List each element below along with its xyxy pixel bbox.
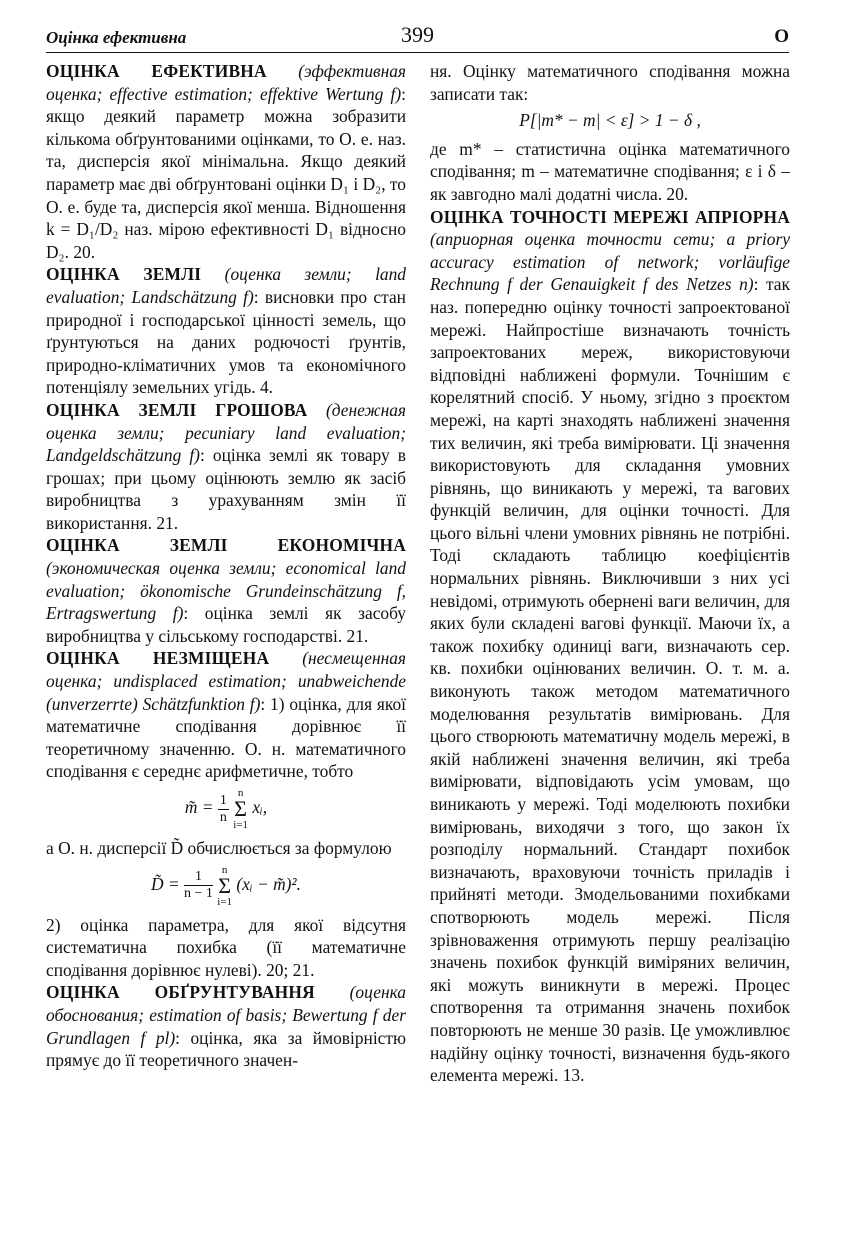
formula-mean	[46, 787, 406, 831]
entry-translations: (несмещенная оценка; undisplaced estimation; unabweichende (unverzerrte) Schätzfunktion f)	[46, 648, 406, 714]
entry-term: ОЦІНКА ЗЕМЛІ	[46, 264, 202, 285]
entry-body-continued: а О. н. дисперсії D̃ обчислюється за формулою	[46, 838, 392, 858]
formula-lhs: m̃ =	[184, 797, 214, 817]
sum-upper-limit: n	[221, 863, 228, 876]
entry-body: : оцінка, яка за ймовірністю прямує до її теоретичного значен-	[46, 1027, 406, 1071]
page-number: 399	[401, 22, 434, 47]
sum-sign	[217, 864, 232, 908]
formula-rhs: xᵢ,	[252, 797, 268, 817]
entry-unbiased-estimate	[46, 647, 406, 783]
entry-body: : оцінка землі як товару в грошах; при цьому оцінюють землю як засіб виробництва з урахуванням змін її використання. 21.	[46, 445, 407, 533]
formula-fraction	[218, 793, 229, 826]
formula-variance	[46, 864, 406, 908]
entry-body: : 1) оцінка, для якої математичне сподівання дорівнює її теоретичному значенню. О. н. математичного сподівання є середнє арифметичне, тобто	[46, 693, 406, 782]
right-column	[430, 60, 790, 1087]
formula-rhs: (xᵢ − m̃)².	[236, 873, 301, 894]
entry-translations: (оценка обоснования; estimation of basis; Bewertung f der Grundlagen f pl)	[46, 982, 406, 1048]
entry-term: ОЦІНКА ЗЕМЛІ ЕКОНОМІЧНА	[46, 535, 406, 556]
entry-a-priori-network-accuracy	[430, 206, 790, 1087]
entry-effective-estimate	[46, 60, 406, 263]
fraction-denominator: n − 1	[184, 886, 213, 902]
entry-translations: (априорная оценка точности сети; a priory accuracy estimation of network; vorläufige Rechnung f der Genauigkeit f des Netzes n)	[430, 229, 790, 295]
formula-probability: P[|m* − m| < ε] > 1 − δ ,	[519, 110, 701, 131]
entry-body: : так наз. попередню оцінку точності запроектованої мережі. Найпростіше визначають точність запроектованих мереж, використовуючи відповідні наближені формули. Точнішим є корелятний спосіб. У ньому, згідно з проєктом мережі, на карті знаходять наближені значення тих величин, які треба вимірювати. Ці значення використовують для складання умовних рівнянь, що виникають у мережі, та вагових функцій величин, для оцінки точності. Для цього вільні члени умовних рівнянь не потрібні. Тоді складають таблицю коефіцієнтів нормальних рівнянь. Виключивши з них усі невідомі, отримують обернені ваги величин, для яких були складені вагові функції. Маючи їх, а також похибку одиниці ваги, визначають сер. кв. похибки оцінюваних величин. О. т. м. а. виконують також методом математичного моделювання результатів вимірювань. Для цього створюють математичну модель мережі, в якій наближені значення величин, які треба вимірювати, відповідають усім умовам, що виникають у мережі. Тоді моделюють похибки вимірювань, виходячи з того, що закон їх розподілу нормальний. Стандарт похибок визначають, враховуючи точність приладів і прийняті методи. Змодельованими похибками спотворюють модель мережі. Після зрівноваження отримують першу реалізацію значень похибок функцій виміряних величин, які можуть виникнути в мережі. Процес спотворення та отримання значень похибок повторюють не менше 30 разів. Це уможливлює надійну оцінку точності, визначення будь-якого елемента мережі. 13.	[430, 274, 790, 1086]
fraction-numerator: 1	[184, 869, 213, 886]
page-header	[46, 22, 789, 52]
sigma-icon: Σ	[234, 796, 247, 821]
section-letter: О	[774, 26, 789, 47]
entry-body: : якщо деякий параметр можна зобразити кількома обґрунтованими оцінками, то О. е. наз. та, дисперсія якої мінімальна. Якщо деякий параметр має дві обґрунтовані оцінки D₁ і D₂, то О. е. буде та, дисперсія якої менша. Відношення k = D₁/D₂ наз. мірою ефективності D₁ відносно D₂. 20.	[46, 83, 406, 262]
formula-fraction	[184, 869, 213, 902]
entry-body: : оцінка землі як засобу виробництва у сільському господарстві. 21.	[46, 603, 406, 646]
entry-body-continued: 2) оцінка параметра, для якої відсутня систематична похибка (її математичне сподівання дорівнює нулеві). 20; 21.	[46, 914, 406, 980]
entry-term: ОЦІНКА ЗЕМЛІ ГРОШОВА	[46, 399, 308, 420]
running-title: Оцінка ефективна	[46, 28, 187, 47]
header-rule	[46, 52, 789, 53]
fraction-numerator: 1	[219, 792, 227, 808]
sum-upper-limit: n	[237, 787, 244, 799]
entry-land-monetary	[46, 399, 406, 535]
entry-land-economic	[46, 534, 406, 647]
sum-sign	[233, 787, 248, 831]
entry-justification-estimate	[46, 981, 406, 1071]
entry-translations: (экономическая оценка земли; economical land evaluation; ökonomische Grundeinschätzung f, Ertragswertung f)	[46, 558, 406, 624]
fraction-denominator: n	[219, 809, 227, 825]
sum-lower-limit: i=1	[233, 819, 248, 831]
entry-body-continued: де m* – статистична оцінка математичного сподівання; m – математичне сподівання; ε і δ – як завгодно малі додатні числа. 20.	[430, 138, 790, 204]
entry-body: : висновки про стан природної і господарської цінності земель, що ґрунтуються на даних родючості ґрунтів, природно-кліматичних умов та економічного потенціялу земельних угідь. 4.	[46, 286, 406, 398]
sigma-icon: Σ	[218, 872, 232, 898]
entry-term: ОЦІНКА ТОЧНОСТІ МЕРЕЖІ АПРІОРНА	[430, 206, 790, 227]
entry-term: ОЦІНКА ЕФЕКТИВНА	[46, 61, 267, 81]
entry-body-continued: ня. Оцінку математичного сподівання можна записати так:	[430, 61, 790, 104]
entry-land-evaluation	[46, 263, 406, 399]
entry-translations: (оценка земли; land evaluation; Landschätzung f)	[46, 264, 406, 307]
formula-lhs: D̃ =	[150, 873, 180, 894]
entry-term: ОЦІНКА ОБҐРУНТУВАННЯ	[46, 982, 315, 1003]
entry-term: ОЦІНКА НЕЗМІЩЕНА	[46, 648, 270, 669]
left-column	[46, 60, 406, 1072]
sum-lower-limit: i=1	[217, 895, 233, 908]
entry-translations: (денежная оценка земли; pecuniary land evaluation; Landgeldschätzung f)	[46, 399, 406, 466]
entry-translations: (эффективная оценка; effective estimation; effektive Wertung f)	[46, 61, 406, 104]
